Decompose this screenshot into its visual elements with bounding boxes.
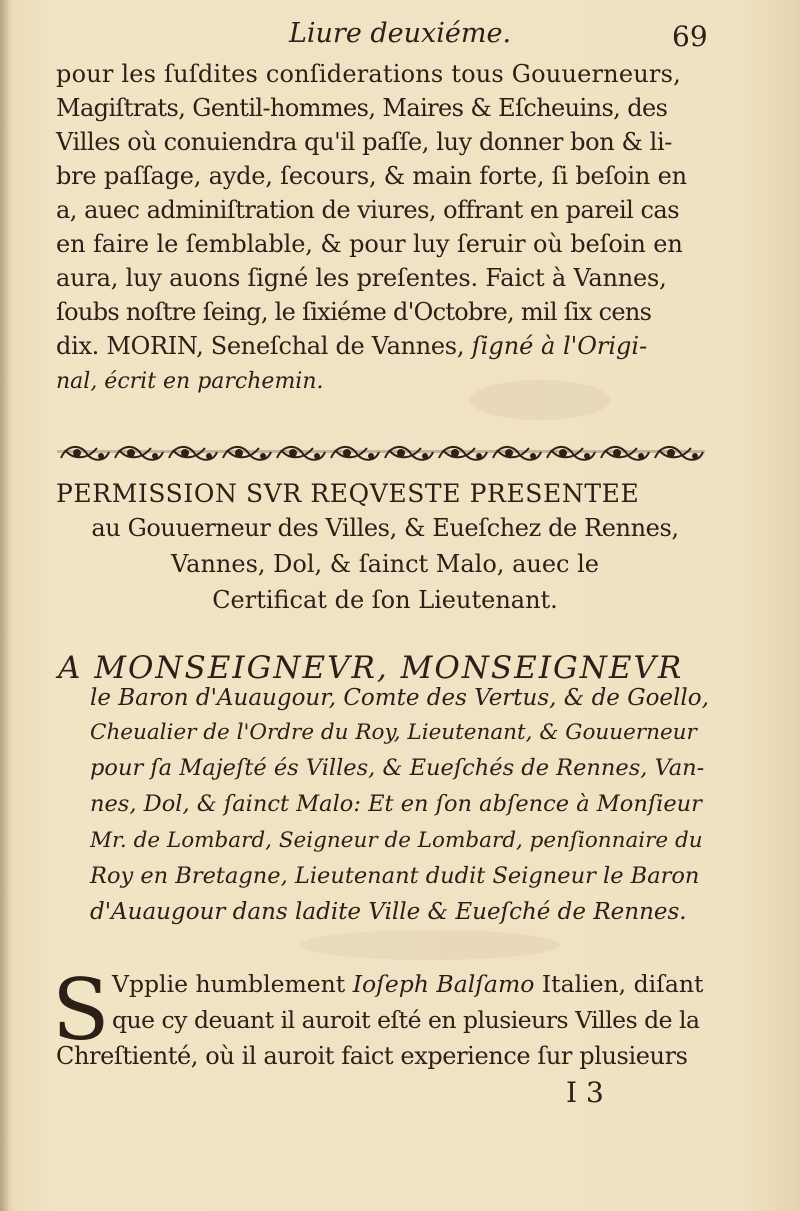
section-title-line: Certificat de ſon Lieutenant. — [212, 586, 558, 614]
section-title-line: PERMISSION SVR REQVESTE PRESENTEE — [56, 479, 640, 508]
ornament-band — [57, 440, 705, 466]
running-title: Liure deuxiéme. — [288, 18, 512, 49]
address-line: nes, Dol, & ſainct Malo: Et en ſon abſence à Monſieur — [90, 791, 702, 817]
page-number: 69 — [672, 20, 708, 53]
bleed-through — [300, 930, 560, 960]
petition-line: Vpplie humblement Ioſeph Balſamo Italien, diſant — [112, 970, 704, 998]
address-line: le Baron d'Auaugour, Comte des Vertus, & de Goello, — [90, 685, 709, 711]
address-heading: A MONSEIGNEVR, MONSEIGNEVR — [58, 650, 684, 686]
address-line: pour ſa Majeſté és Villes, & Eueſchés de Rennes, Van- — [90, 755, 705, 781]
passage-line-final: nal, écrit en parchemin. — [56, 369, 324, 394]
section-title-line: Vannes, Dol, & ſainct Malo, auec le — [171, 550, 599, 578]
passage-line: ſoubs noſtre ſeing, le ſixiéme d'Octobre, mil ſix cens — [56, 298, 652, 326]
section-title-line: au Gouuerneur des Villes, & Eueſchez de Rennes, — [91, 514, 679, 542]
petition-line: Chreſtienté, où il auroit faict experience ſur plusieurs — [56, 1042, 688, 1070]
petition-line: que cy deuant il auroit eſté en plusieurs Villes de la — [112, 1006, 700, 1034]
passage-line: Magiſtrats, Gentil-hommes, Maires & Eſcheuins, des — [56, 94, 668, 122]
passage-line: aura, luy auons ſigné les preſentes. Faict à Vannes, — [56, 264, 667, 292]
address-line: Cheualier de l'Ordre du Roy, Lieutenant, & Gouuerneur — [90, 720, 697, 745]
passage-line: a, auec adminiſtration de viures, offrant en pareil cas — [56, 196, 680, 224]
passage-line: en faire le ſemblable, & pour luy ſeruir où beſoin en — [56, 230, 683, 258]
address-line: Mr. de Lombard, Seigneur de Lombard, penſionnaire du — [90, 828, 703, 853]
passage-line: Villes où conuiendra qu'il paſſe, luy donner bon & li- — [56, 128, 672, 156]
passage-line: dix. MORIN, Seneſchal de Vannes, ſigné à l'Origi- — [56, 332, 648, 360]
address-line: d'Auaugour dans ladite Ville & Eueſché de Rennes. — [90, 899, 687, 925]
signature-mark: I 3 — [566, 1076, 604, 1109]
passage-line: pour les ſuſdites conſiderations tous Gouuerneurs, — [56, 60, 681, 88]
gutter-shadow — [0, 0, 10, 1211]
address-line: Roy en Bretagne, Lieutenant dudit Seigneur le Baron — [90, 863, 700, 889]
passage-line: bre paſſage, ayde, ſecours, & main forte, ſi beſoin en — [56, 162, 687, 190]
drop-cap: S — [52, 961, 110, 1059]
